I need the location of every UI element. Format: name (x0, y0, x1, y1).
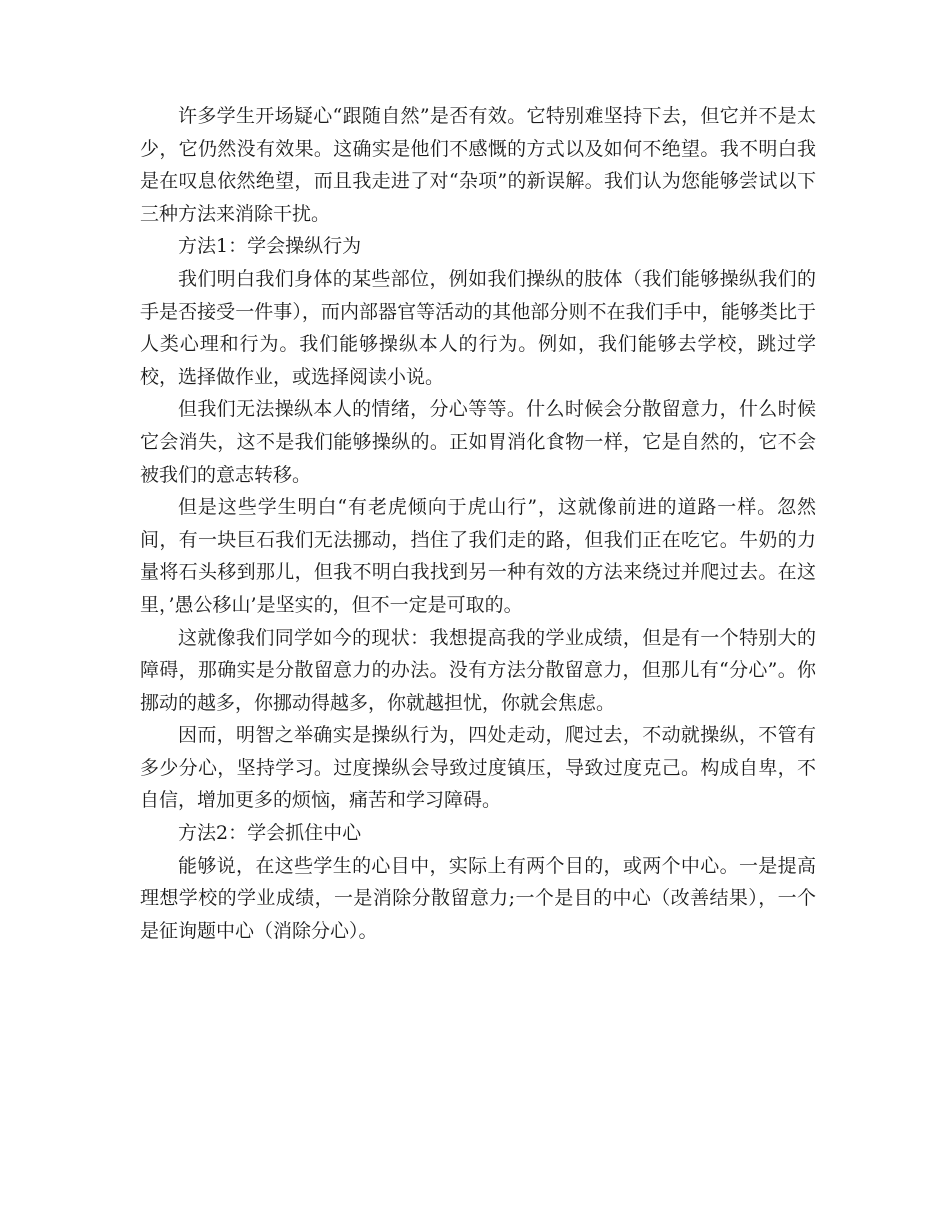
document-body (140, 100, 816, 947)
intro-paragraph: 许多学生开场疑心“跟随自然”是否有效。它特别难坚持下去，但它并不是太少，它仍然没有效果。这确实是他们不感慨的方式以及如何不绝望。我不明白我是在叹息依然绝望，而且我走进了对“杂项”的新误解。我们认为您能够尝试以下三种方法来消除干扰。 (140, 105, 816, 225)
method-1-heading: 方法1：学会操纵行为 (178, 235, 362, 258)
body-paragraph: 这就像我们同学如今的现状：我想提高我的学业成绩，但是有一个特别大的障碍，那确实是分散留意力的办法。没有方法分散留意力，但那儿有“分心”。你挪动的越多，你挪动得越多，你就越担忧，你就会焦虑。 (140, 626, 816, 714)
body-paragraph: 我们明白我们身体的某些部位，例如我们操纵的肢体（我们能够操纵我们的手是否接受一件事），而内部器官等活动的其他部分则不在我们手中，能够类比于人类心理和行为。我们能够操纵本人的行为。例如，我们能够去学校，跳过学校，选择做作业，或选择阅读小说。 (140, 267, 816, 388)
body-paragraph: 但是这些学生明白“有老虎倾向于虎山行”，这就像前进的道路一样。忽然间，有一块巨石我们无法挪动，挡住了我们走的路，但我们正在吃它。牛奶的力量将石头移到那儿，但我不明白我找到另一种有效的方法来绕过并爬过去。在这里，’愚公移山’是坚实的，但不一定是可取的。 (140, 496, 816, 616)
body-paragraph: 但我们无法操纵本人的情绪，分心等等。什么时候会分散留意力，什么时候它会消失，这不是我们能够操纵的。正如胃消化食物一样，它是自然的，它不会被我们的意志转移。 (140, 398, 816, 486)
method-2-heading: 方法2：学会抓住中心 (178, 822, 362, 845)
body-paragraph: 因而，明智之举确实是操纵行为，四处走动，爬过去，不动就操纵，不管有多少分心，坚持学习。过度操纵会导致过度镇压，导致过度克己。构成自卑，不自信，增加更多的烦恼，痛苦和学习障碍。 (140, 724, 816, 812)
body-paragraph: 能够说，在这些学生的心目中，实际上有两个目的，或两个中心。一是提高理想学校的学业成绩，一是消除分散留意力;一个是目的中心（改善结果），一个是征询题中心（消除分心）。 (140, 854, 816, 942)
